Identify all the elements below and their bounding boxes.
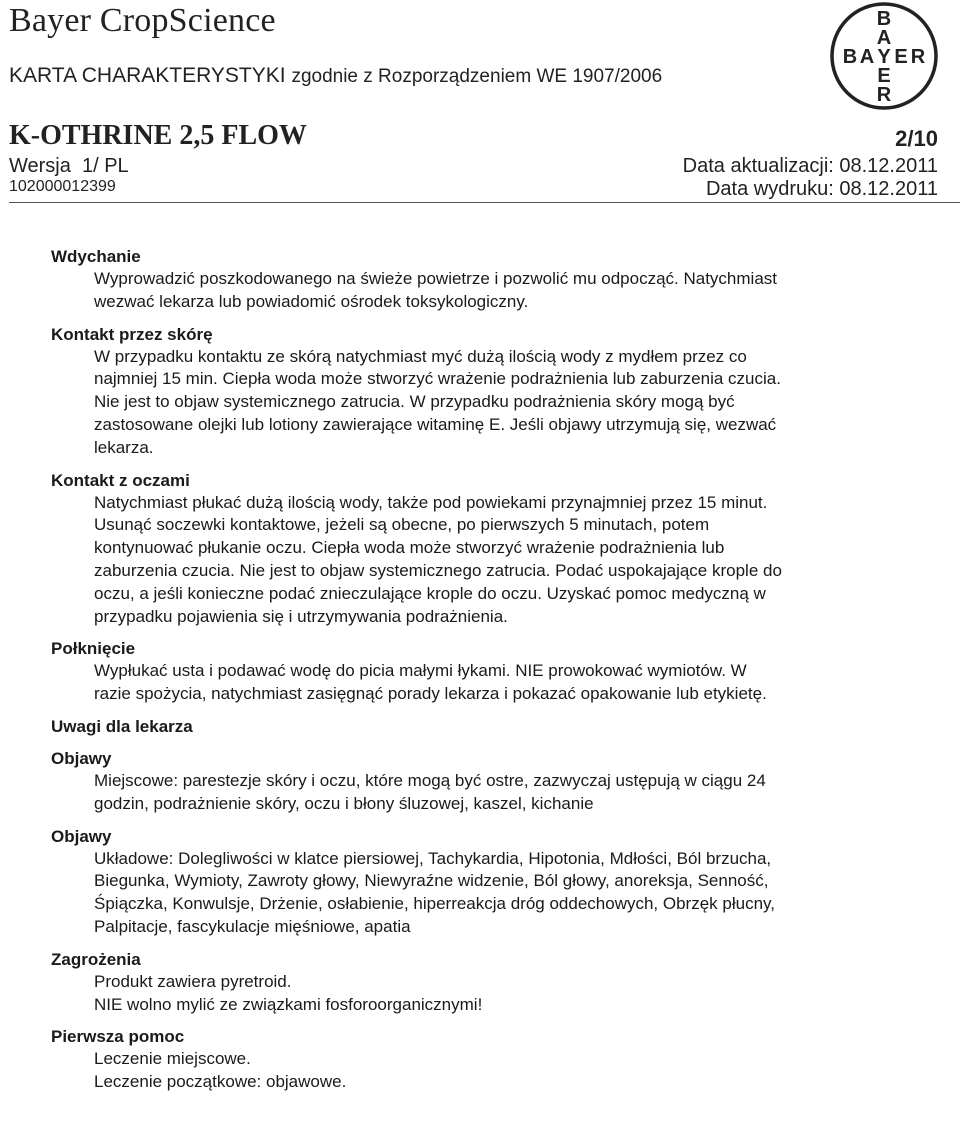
logo-letter-e: E bbox=[877, 65, 891, 87]
text-line: Wyprowadzić poszkodowanego na świeże powietrze i pozwolić mu odpocząć. Natychmiast bbox=[94, 269, 777, 288]
print-date: Data wydruku: 08.12.2011 bbox=[705, 178, 938, 200]
section-text bbox=[94, 770, 931, 816]
section-7 bbox=[51, 949, 931, 1017]
text-line: W przypadku kontaktu ze skórą natychmiast myć dużą ilością wody z mydłem przez co bbox=[94, 346, 747, 366]
section-1 bbox=[51, 324, 931, 460]
version-label: Wersja 1/ PL bbox=[9, 155, 129, 177]
text-line: zastosowane olejki lub lotiony zawierające witaminę E. Jeśli objawy utrzymują się, wezwać bbox=[94, 414, 777, 434]
section-2 bbox=[51, 470, 931, 629]
section-heading: Kontakt z oczami bbox=[51, 470, 190, 490]
logo-letter-e-horizontal: E bbox=[894, 46, 908, 68]
text-line: Palpitacje, fascykulacje mięśniowe, apatia bbox=[94, 916, 411, 936]
text-line: przypadku pojawienia się i utrzymywania podrażnienia. bbox=[94, 606, 508, 626]
text-line: NIE wolno mylić ze związkami fosforoorganicznymi! bbox=[94, 994, 483, 1014]
company-name: Bayer CropScience bbox=[9, 2, 276, 39]
regulation-text: zgodnie z Rozporządzeniem WE 1907/2006 bbox=[291, 66, 663, 87]
text-line: lekarza. bbox=[94, 437, 154, 457]
text-line: wezwać lekarza lub powiadomić ośrodek toksykologiczny. bbox=[94, 291, 529, 311]
section-text bbox=[94, 971, 931, 1017]
section-heading: Uwagi dla lekarza bbox=[51, 716, 193, 736]
section-heading: Objawy bbox=[51, 748, 112, 768]
page-number: 2/10 bbox=[895, 126, 938, 151]
text-line: Miejscowe: parestezje skóry i oczu, które mogą być ostre, zazwyczaj ustępują w ciągu 24 bbox=[94, 770, 766, 790]
text-line: razie spożycia, natychmiast zasięgnąć porady lekarza i pokazać opakowanie lub etykietę. bbox=[94, 684, 767, 704]
logo-letter-b-horizontal: B bbox=[842, 46, 858, 68]
text-line: godzin, podrażnienie skóry, oczu i błony śluzowej, kaszel, kichanie bbox=[94, 793, 594, 813]
text-line: Biegunka, Wymioty, Zawroty głowy, Niewyraźne widzenie, Ból głowy, anoreksja, Senność, bbox=[94, 871, 769, 891]
section-heading: Wdychanie bbox=[51, 247, 141, 266]
logo-letter-y: Y bbox=[877, 46, 891, 68]
product-name: K-OTHRINE 2,5 FLOW bbox=[9, 120, 307, 151]
update-date: Data aktualizacji: 08.12.2011 bbox=[682, 155, 938, 177]
section-4 bbox=[51, 716, 931, 738]
document-id: 102000012399 bbox=[9, 178, 116, 195]
document-body bbox=[51, 246, 931, 1104]
section-text bbox=[94, 848, 931, 939]
text-line: zaburzenia czucia. Nie jest to objaw systemicznego zatrucia. Podać uspokajające krople do bbox=[94, 560, 782, 580]
logo-letter-b: B bbox=[876, 8, 892, 30]
text-line: Śpiączka, Konwulsje, Drżenie, osłabienie, hiperreakcja dróg oddechowych, Obrzęk płucny, bbox=[94, 894, 775, 914]
section-5 bbox=[51, 748, 931, 816]
logo-letter-a-horizontal: A bbox=[859, 46, 875, 68]
section-heading: Objawy bbox=[51, 826, 112, 846]
text-line: Produkt zawiera pyretroid. bbox=[94, 971, 292, 991]
text-line: Natychmiast płukać dużą ilością wody, także pod powiekami przynajmniej przez 15 minut. bbox=[94, 492, 768, 512]
text-line: Leczenie miejscowe. bbox=[94, 1049, 251, 1069]
section-0 bbox=[51, 246, 931, 314]
section-text bbox=[94, 1048, 931, 1094]
section-heading: Połknięcie bbox=[51, 639, 136, 659]
section-heading: Zagrożenia bbox=[51, 949, 141, 969]
section-6 bbox=[51, 826, 931, 939]
section-8 bbox=[51, 1026, 931, 1094]
section-text bbox=[94, 346, 931, 460]
text-line: Wypłukać usta i podawać wodę do picia małymi łykami. NIE prowokować wymiotów. W bbox=[94, 661, 747, 681]
logo-letter-a: A bbox=[876, 27, 892, 49]
document-type: KARTA CHARAKTERYSTYKI bbox=[9, 64, 286, 87]
text-line: najmniej 15 min. Ciepła woda może stworzyć wrażenie podrażnienia lub zaburzenia czucia. bbox=[94, 369, 781, 389]
bayer-logo-icon bbox=[828, 0, 940, 112]
text-line: Układowe: Dolegliwości w klatce piersiowej, Tachykardia, Hipotonia, Mdłości, Ból brzucha, bbox=[94, 848, 772, 868]
section-3 bbox=[51, 638, 931, 706]
section-heading: Kontakt przez skórę bbox=[51, 324, 213, 344]
text-line: kontynuować płukanie oczu. Ciepła woda może stworzyć wrażenie podrażnienia lub bbox=[94, 538, 725, 558]
text-line: Nie jest to objaw systemicznego zatrucia. W przypadku podrażnienia skóry mogą być bbox=[94, 392, 735, 412]
text-line: oczu, a jeśli konieczne podać znieczulające krople do oczu. Uzyskać pomoc medyczną w bbox=[94, 583, 766, 603]
section-heading: Pierwsza pomoc bbox=[51, 1027, 185, 1047]
section-text bbox=[94, 492, 931, 629]
document-type-line bbox=[9, 64, 662, 88]
header-divider bbox=[9, 202, 960, 203]
logo-letter-r-horizontal: R bbox=[910, 46, 926, 68]
logo-letter-r: R bbox=[876, 84, 892, 106]
section-text bbox=[94, 268, 931, 314]
text-line: Usunąć soczewki kontaktowe, jeżeli są obecne, po pierwszych 5 minutach, potem bbox=[94, 515, 710, 535]
section-text bbox=[94, 660, 931, 706]
text-line: Leczenie początkowe: objawowe. bbox=[94, 1072, 347, 1092]
